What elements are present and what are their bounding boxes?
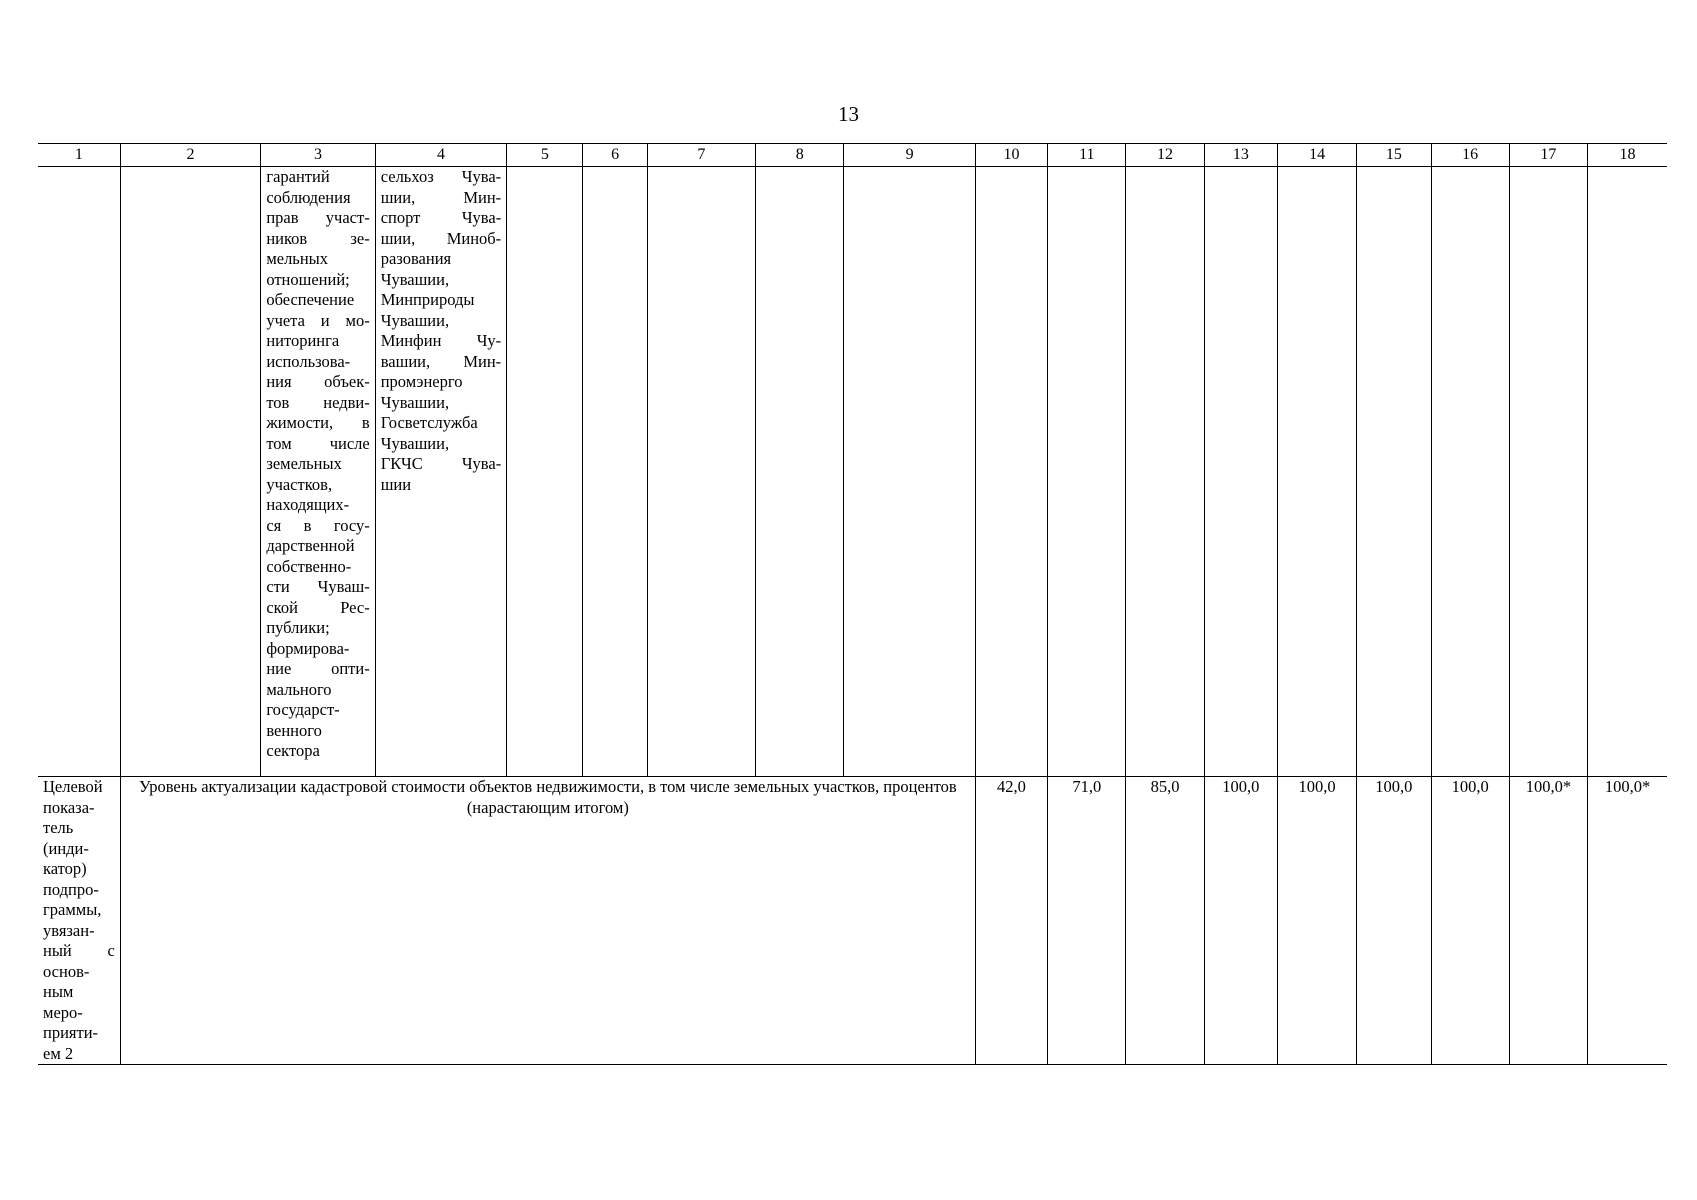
- text-line: жимости, в: [266, 413, 370, 432]
- table-cell: [1357, 167, 1431, 777]
- text-line: Целевой: [43, 777, 103, 796]
- text-line: соблюдения: [266, 187, 351, 207]
- indicator-value: 71,0: [1048, 777, 1126, 1065]
- text-line: тель: [43, 818, 74, 837]
- column-number: 18: [1588, 144, 1667, 167]
- indicator-value: 85,0: [1126, 777, 1204, 1065]
- text-line: собственно-: [266, 556, 352, 576]
- text-line: использова-: [266, 351, 351, 371]
- table-row: [38, 167, 1667, 777]
- text-line: основ-: [43, 961, 90, 981]
- text-line: прав участ-: [266, 208, 370, 227]
- text-line: находящих-: [266, 495, 350, 514]
- text-line: учета и мо-: [266, 310, 370, 330]
- column-number: 7: [647, 144, 755, 167]
- text-line: катор): [43, 859, 87, 878]
- text-line: сти Чуваш-: [266, 577, 370, 596]
- program-table: [38, 143, 1667, 1065]
- table-cell: [1277, 167, 1356, 777]
- text-line: публики;: [266, 618, 330, 637]
- text-line: ем 2: [43, 1043, 74, 1063]
- text-line: Чувашии,: [380, 310, 450, 330]
- indicator-value: 100,0: [1431, 777, 1509, 1065]
- text-line: ным: [43, 982, 74, 1001]
- text-line: меро-: [43, 1002, 83, 1022]
- text-line: тов недви-: [266, 392, 370, 412]
- column-number: 2: [120, 144, 261, 167]
- column-number: 10: [975, 144, 1047, 167]
- text-line: сельхоз Чува-: [380, 167, 502, 186]
- table-cell: [1588, 167, 1667, 777]
- text-line: отношений;: [266, 269, 350, 289]
- text-line: сектора: [266, 741, 320, 760]
- indicator-description: Уровень актуализации кадастровой стоимости объектов недвижимости, в том числе земельных участков, процентов (нарастающим итогом): [120, 777, 975, 1065]
- text-line: подпро-: [43, 879, 99, 899]
- table-cell: [38, 167, 120, 777]
- text-line: промэнерго: [380, 372, 463, 391]
- text-line: участков,: [266, 474, 333, 494]
- responsible-executors-cell: [375, 167, 506, 777]
- column-number-row: [38, 144, 1667, 167]
- table-cell: [756, 167, 844, 777]
- table-cell: [1204, 167, 1277, 777]
- text-line: ниторинга: [266, 331, 340, 350]
- indicator-value: 100,0: [1277, 777, 1356, 1065]
- column-number: 17: [1509, 144, 1587, 167]
- text-line: дарственной: [266, 536, 355, 555]
- column-number: 8: [756, 144, 844, 167]
- text-line: том числе: [266, 433, 370, 453]
- indicator-value: 42,0: [975, 777, 1047, 1065]
- indicator-value: 100,0*: [1588, 777, 1667, 1065]
- column-number: 14: [1277, 144, 1356, 167]
- text-line: ников зе-: [266, 228, 370, 248]
- text-line: ся в госу-: [266, 515, 370, 535]
- text-line: разования: [380, 249, 452, 268]
- table-cell: [1509, 167, 1587, 777]
- text-line: шии: [380, 474, 412, 494]
- text-line: Чувашии,: [380, 392, 450, 412]
- column-number: 12: [1126, 144, 1204, 167]
- column-number: 13: [1204, 144, 1277, 167]
- table-cell: [507, 167, 583, 777]
- column-number: 6: [583, 144, 647, 167]
- table-cell: [1431, 167, 1509, 777]
- table-cell: [844, 167, 975, 777]
- text-line: формирова-: [266, 638, 350, 658]
- column-number: 9: [844, 144, 975, 167]
- column-number: 15: [1357, 144, 1431, 167]
- text-line: (инди-: [43, 838, 89, 858]
- text-line: гарантий: [266, 167, 330, 186]
- text-line: граммы,: [43, 900, 102, 919]
- column-number: 4: [375, 144, 506, 167]
- table-cell: [1048, 167, 1126, 777]
- text-line: вашии, Мин-: [380, 351, 502, 371]
- table-cell: [975, 167, 1047, 777]
- column-number: 3: [261, 144, 375, 167]
- text-line: Минфин Чу-: [380, 331, 502, 350]
- text-line: ГКЧС Чува-: [380, 454, 502, 473]
- text-line: земельных: [266, 454, 342, 473]
- text-line: Госветслужба: [380, 413, 478, 432]
- text-line: Чувашии,: [380, 269, 450, 289]
- table-cell: [583, 167, 647, 777]
- text-line: обеспечение: [266, 290, 355, 309]
- text-line: Чувашии,: [380, 433, 450, 453]
- table-cell: [120, 167, 261, 777]
- indicator-value: 100,0: [1357, 777, 1431, 1065]
- text-line: спорт Чува-: [380, 208, 502, 227]
- table-cell: [1126, 167, 1204, 777]
- text-line: прияти-: [43, 1023, 99, 1042]
- column-number: 1: [38, 144, 120, 167]
- text-line: ской Рес-: [266, 597, 370, 617]
- text-line: шии, Мин-: [380, 187, 502, 207]
- page-number: 13: [838, 102, 859, 126]
- text-line: ния объек-: [266, 372, 370, 391]
- indicator-label-cell: [38, 777, 120, 1065]
- text-line: Минприроды: [380, 290, 475, 309]
- column-number: 16: [1431, 144, 1509, 167]
- indicator-value: 100,0*: [1509, 777, 1587, 1065]
- text-line: мального: [266, 679, 332, 699]
- text-line: ный с: [43, 941, 115, 960]
- column-number: 5: [507, 144, 583, 167]
- text-line: государст-: [266, 700, 340, 719]
- text-line: увязан-: [43, 920, 95, 940]
- text-line: венного: [266, 720, 322, 740]
- text-line: ние опти-: [266, 659, 370, 678]
- task-description-cell: [261, 167, 375, 777]
- table-cell: [647, 167, 755, 777]
- text-line: показа-: [43, 797, 95, 817]
- column-number: 11: [1048, 144, 1126, 167]
- indicator-value: 100,0: [1204, 777, 1277, 1065]
- text-line: шии, Миноб-: [380, 228, 502, 248]
- table-row: [38, 777, 1667, 1065]
- text-line: мельных: [266, 249, 329, 268]
